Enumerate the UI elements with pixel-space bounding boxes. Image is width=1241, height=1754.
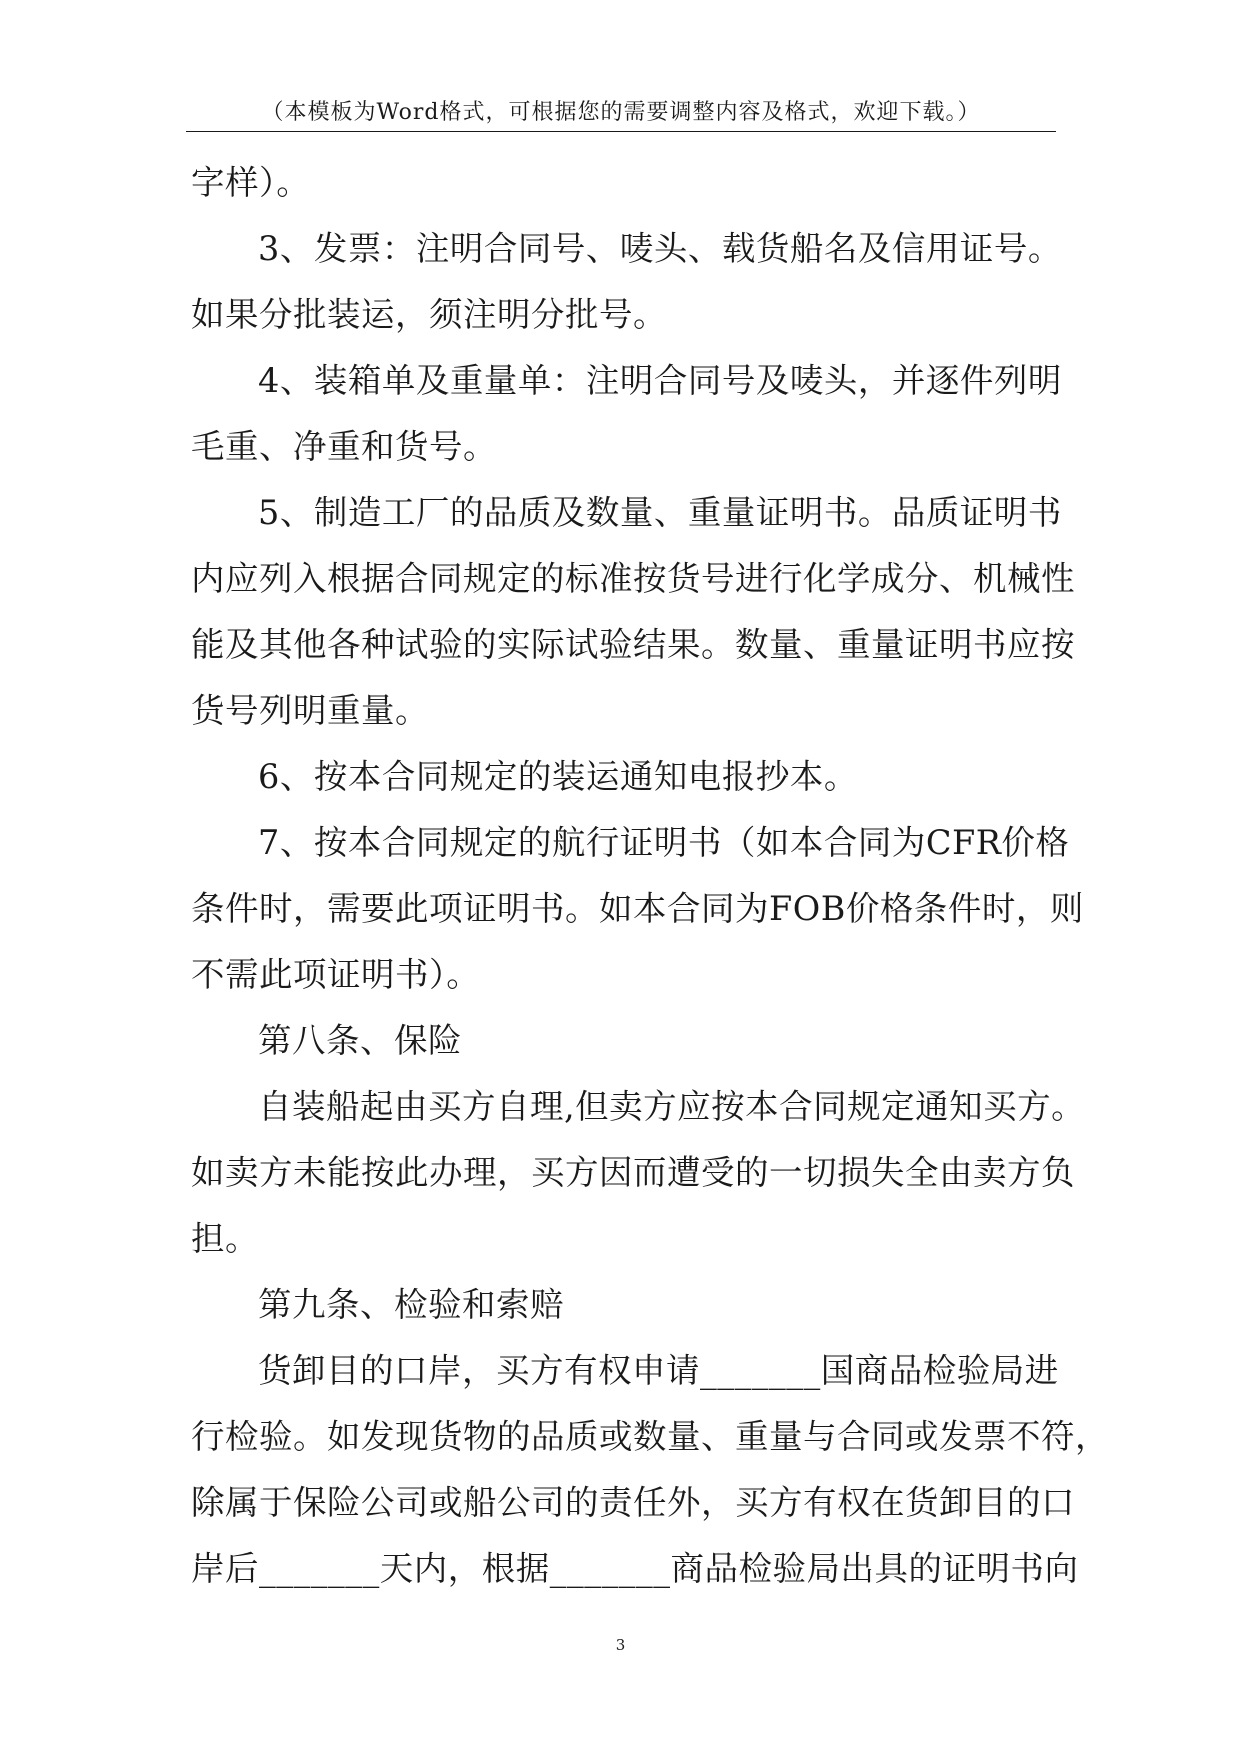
page-header-note: （本模板为Word格式，可根据您的需要调整内容及格式，欢迎下载。） (261, 100, 981, 125)
text-line: 担。 (191, 1219, 259, 1258)
page-number: 3 (615, 1636, 626, 1654)
header-divider (186, 131, 1056, 132)
text-line: 7、按本合同规定的航行证明书（如本合同为CFR价格 (258, 823, 1070, 862)
text-line: 行检验。如发现货物的品质或数量、重量与合同或发票不符， (191, 1417, 1109, 1456)
section-heading-article-9: 第九条、检验和索赔 (258, 1285, 564, 1324)
text-line: 岸后_______天内，根据_______商品检验局出具的证明书向 (191, 1549, 1079, 1588)
text-line: 货号列明重量。 (191, 691, 429, 730)
text-line: 字样）。 (191, 163, 311, 202)
document-body (191, 150, 1109, 1602)
text-line: 3、发票：注明合同号、唛头、载货船名及信用证号。 (258, 229, 1062, 268)
text-line: 4、装箱单及重量单：注明合同号及唛头，并逐件列明 (258, 361, 1062, 400)
text-line: 条件时，需要此项证明书。如本合同为FOB价格条件时，则 (191, 889, 1084, 928)
text-line: 内应列入根据合同规定的标准按货号进行化学成分、机械性 (191, 559, 1075, 598)
text-line: 6、按本合同规定的装运通知电报抄本。 (258, 757, 858, 796)
text-line: 自装船起由买方自理,但卖方应按本合同规定通知买方。 (258, 1087, 1086, 1126)
text-line: 能及其他各种试验的实际试验结果。数量、重量证明书应按 (191, 625, 1075, 664)
text-line: 货卸目的口岸，买方有权申请_______国商品检验局进 (258, 1351, 1059, 1390)
text-line: 如果分批装运，须注明分批号。 (191, 295, 667, 334)
text-line: 不需此项证明书）。 (191, 955, 481, 994)
text-line: 5、制造工厂的品质及数量、重量证明书。品质证明书 (258, 493, 1062, 532)
text-line: 毛重、净重和货号。 (191, 427, 497, 466)
text-line: 如卖方未能按此办理，买方因而遭受的一切损失全由卖方负 (191, 1153, 1075, 1192)
section-heading-article-8: 第八条、保险 (258, 1021, 462, 1060)
text-line: 除属于保险公司或船公司的责任外，买方有权在货卸目的口 (191, 1483, 1075, 1522)
